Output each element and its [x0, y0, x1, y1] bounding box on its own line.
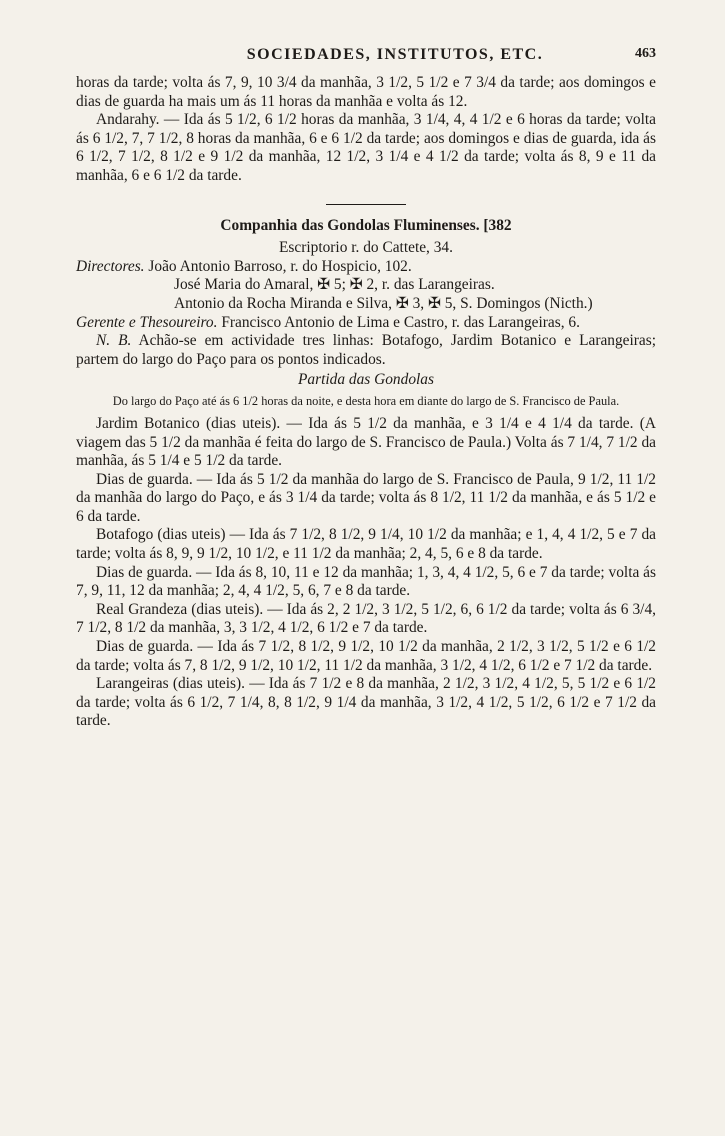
nota-bene [76, 332, 656, 369]
directors-label: Directores. [76, 257, 145, 275]
page-number: 463 [635, 46, 656, 61]
paragraph-intro: horas da tarde; volta ás 7, 9, 10 3/4 da manhãa, 3 1/2, 5 1/2 e 7 3/4 da tarde; aos domingos e dias de guarda ha mais um ás 11 horas da manhãa e volta ás 12. [76, 74, 656, 110]
running-header [74, 46, 656, 64]
manager-text: Francisco Antonio de Lima e Castro, r. das Larangeiras, 6. [221, 313, 580, 331]
company-heading: Companhia das Gondolas Fluminenses. [382 [220, 216, 512, 234]
departure-botafogo: Botafogo (dias uteis) — Ida ás 7 1/2, 8 1/2, 9 1/4, 10 1/2 da manhãa; e 1, 4, 4 1/2, 5 e 7 da tarde; volta ás 8, 9, 9 1/2, 10 1/2, e 11 1/2 da manhãa; 2, 4, 5, 6 e 8 da tarde. [76, 526, 656, 563]
departure-botafogo-dias-guarda: Dias de guarda. — Ida ás 8, 10, 11 e 12 da manhãa; 1, 3, 4, 4 1/2, 5, 6 e 7 da tarde; volta ás 7, 9, 11, 12 da manhãa; 2, 4, 4 1/2, 5, 6, 7 e 8 da tarde. [76, 563, 656, 600]
section-divider [326, 204, 406, 205]
departure-real-grandeza: Real Grandeza (dias uteis). — Ida ás 2, 2 1/2, 3 1/2, 5 1/2, 6, 6 1/2 da tarde; volta ás 6 3/4, 7 1/2, 8 1/2 da manhãa, 3, 3 1/2, 4 1/2, 6 1/2 e 7 da tarde. [76, 600, 656, 637]
company-office: Escriptorio r. do Cattete, 34. [279, 239, 453, 257]
nb-text: Achão-se em actividade tres linhas: Botafogo, Jardim Botanico e Larangeiras; partem do largo do Paço para os pontos indicados. [76, 332, 656, 368]
nb-label: N. B. [96, 332, 132, 350]
departures-title: Partida das Gondolas [298, 371, 434, 389]
departures-note: Do largo do Paço até ás 6 1/2 horas da noite, e desta hora em diante do largo de S. Francisco de Paula. [112, 393, 620, 408]
director-1: João Antonio Barroso, r. do Hospicio, 102. [148, 257, 412, 275]
departure-jardim-dias-guarda: Dias de guarda. — Ida ás 5 1/2 da manhãa do largo de S. Francisco de Paula, 9 1/2, 11 1/2 da manhãa do largo do Paço, e ás 3 1/4 da tarde; volta ás 8 1/2, 11 1/2 da manhãa, e ás 5 1/2 e 6 da tarde. [76, 470, 656, 525]
departure-larangeiras: Larangeiras (dias uteis). — Ida ás 7 1/2 e 8 da manhãa, 2 1/2, 3 1/2, 4 1/2, 5, 5 1/2 e 6 1/2 da tarde; volta ás 6 1/2, 7 1/4, 8, 8 1/2, 9 1/4 da manhãa, 3 1/2, 4 1/2, 5 1/2, 6 1/2 e 7 1/2 da tarde. [76, 675, 656, 730]
director-2: José Maria do Amaral, ✠ 5; ✠ 2, r. das Larangeiras. [174, 276, 495, 294]
manager-entry [76, 314, 656, 333]
paragraph-andarahy: Andarahy. — Ida ás 5 1/2, 6 1/2 horas da manhãa, 3 1/4, 4, 4 1/2 e 6 horas da tarde; volta ás 6 1/2, 7, 7 1/2, 8 horas da manhãa, 6 e 6 1/2 da tarde; aos domingos e dias de guarda, ida ás 6 1/2, 7 1/2, 8 1/2 e 9 1/2 da manhãa, 12 1/2, 3 1/4 e 4 1/2 da tarde; volta ás 8, 9 e 11 da manhãa, 6 e 6 1/2 da tarde. [76, 111, 656, 184]
running-title: SOCIEDADES, INSTITUTOS, ETC. [246, 46, 544, 63]
directors-entry [76, 258, 656, 277]
departure-jardim-botanico: Jardim Botanico (dias uteis). — Ida ás 5 1/2 da manhãa, e 3 1/4 e 4 1/4 da tarde. (A viagem das 5 1/2 da manhãa é feita do largo de S. Francisco de Paula.) Volta ás 7 1/4, 7 1/2 da manhãa, ás 5 1/4 e 5 1/2 da tarde. [76, 414, 656, 470]
departure-real-grandeza-dias-guarda: Dias de guarda. — Ida ás 7 1/2, 8 1/2, 9 1/2, 10 1/2 da manhãa, 2 1/2, 3 1/2, 5 1/2 e 6 1/2 da tarde; volta ás 7, 8 1/2, 9 1/2, 10 1/2, 11 1/2 da manhãa, 3 1/2, 4 1/2, 6 1/2 e 7 1/2 da tarde. [76, 638, 656, 674]
director-3: Antonio da Rocha Miranda e Silva, ✠ 3, ✠ 5, S. Domingos (Nicth.) [174, 294, 593, 312]
page-body [76, 74, 656, 731]
manager-label: Gerente e Thesoureiro. [76, 313, 218, 331]
